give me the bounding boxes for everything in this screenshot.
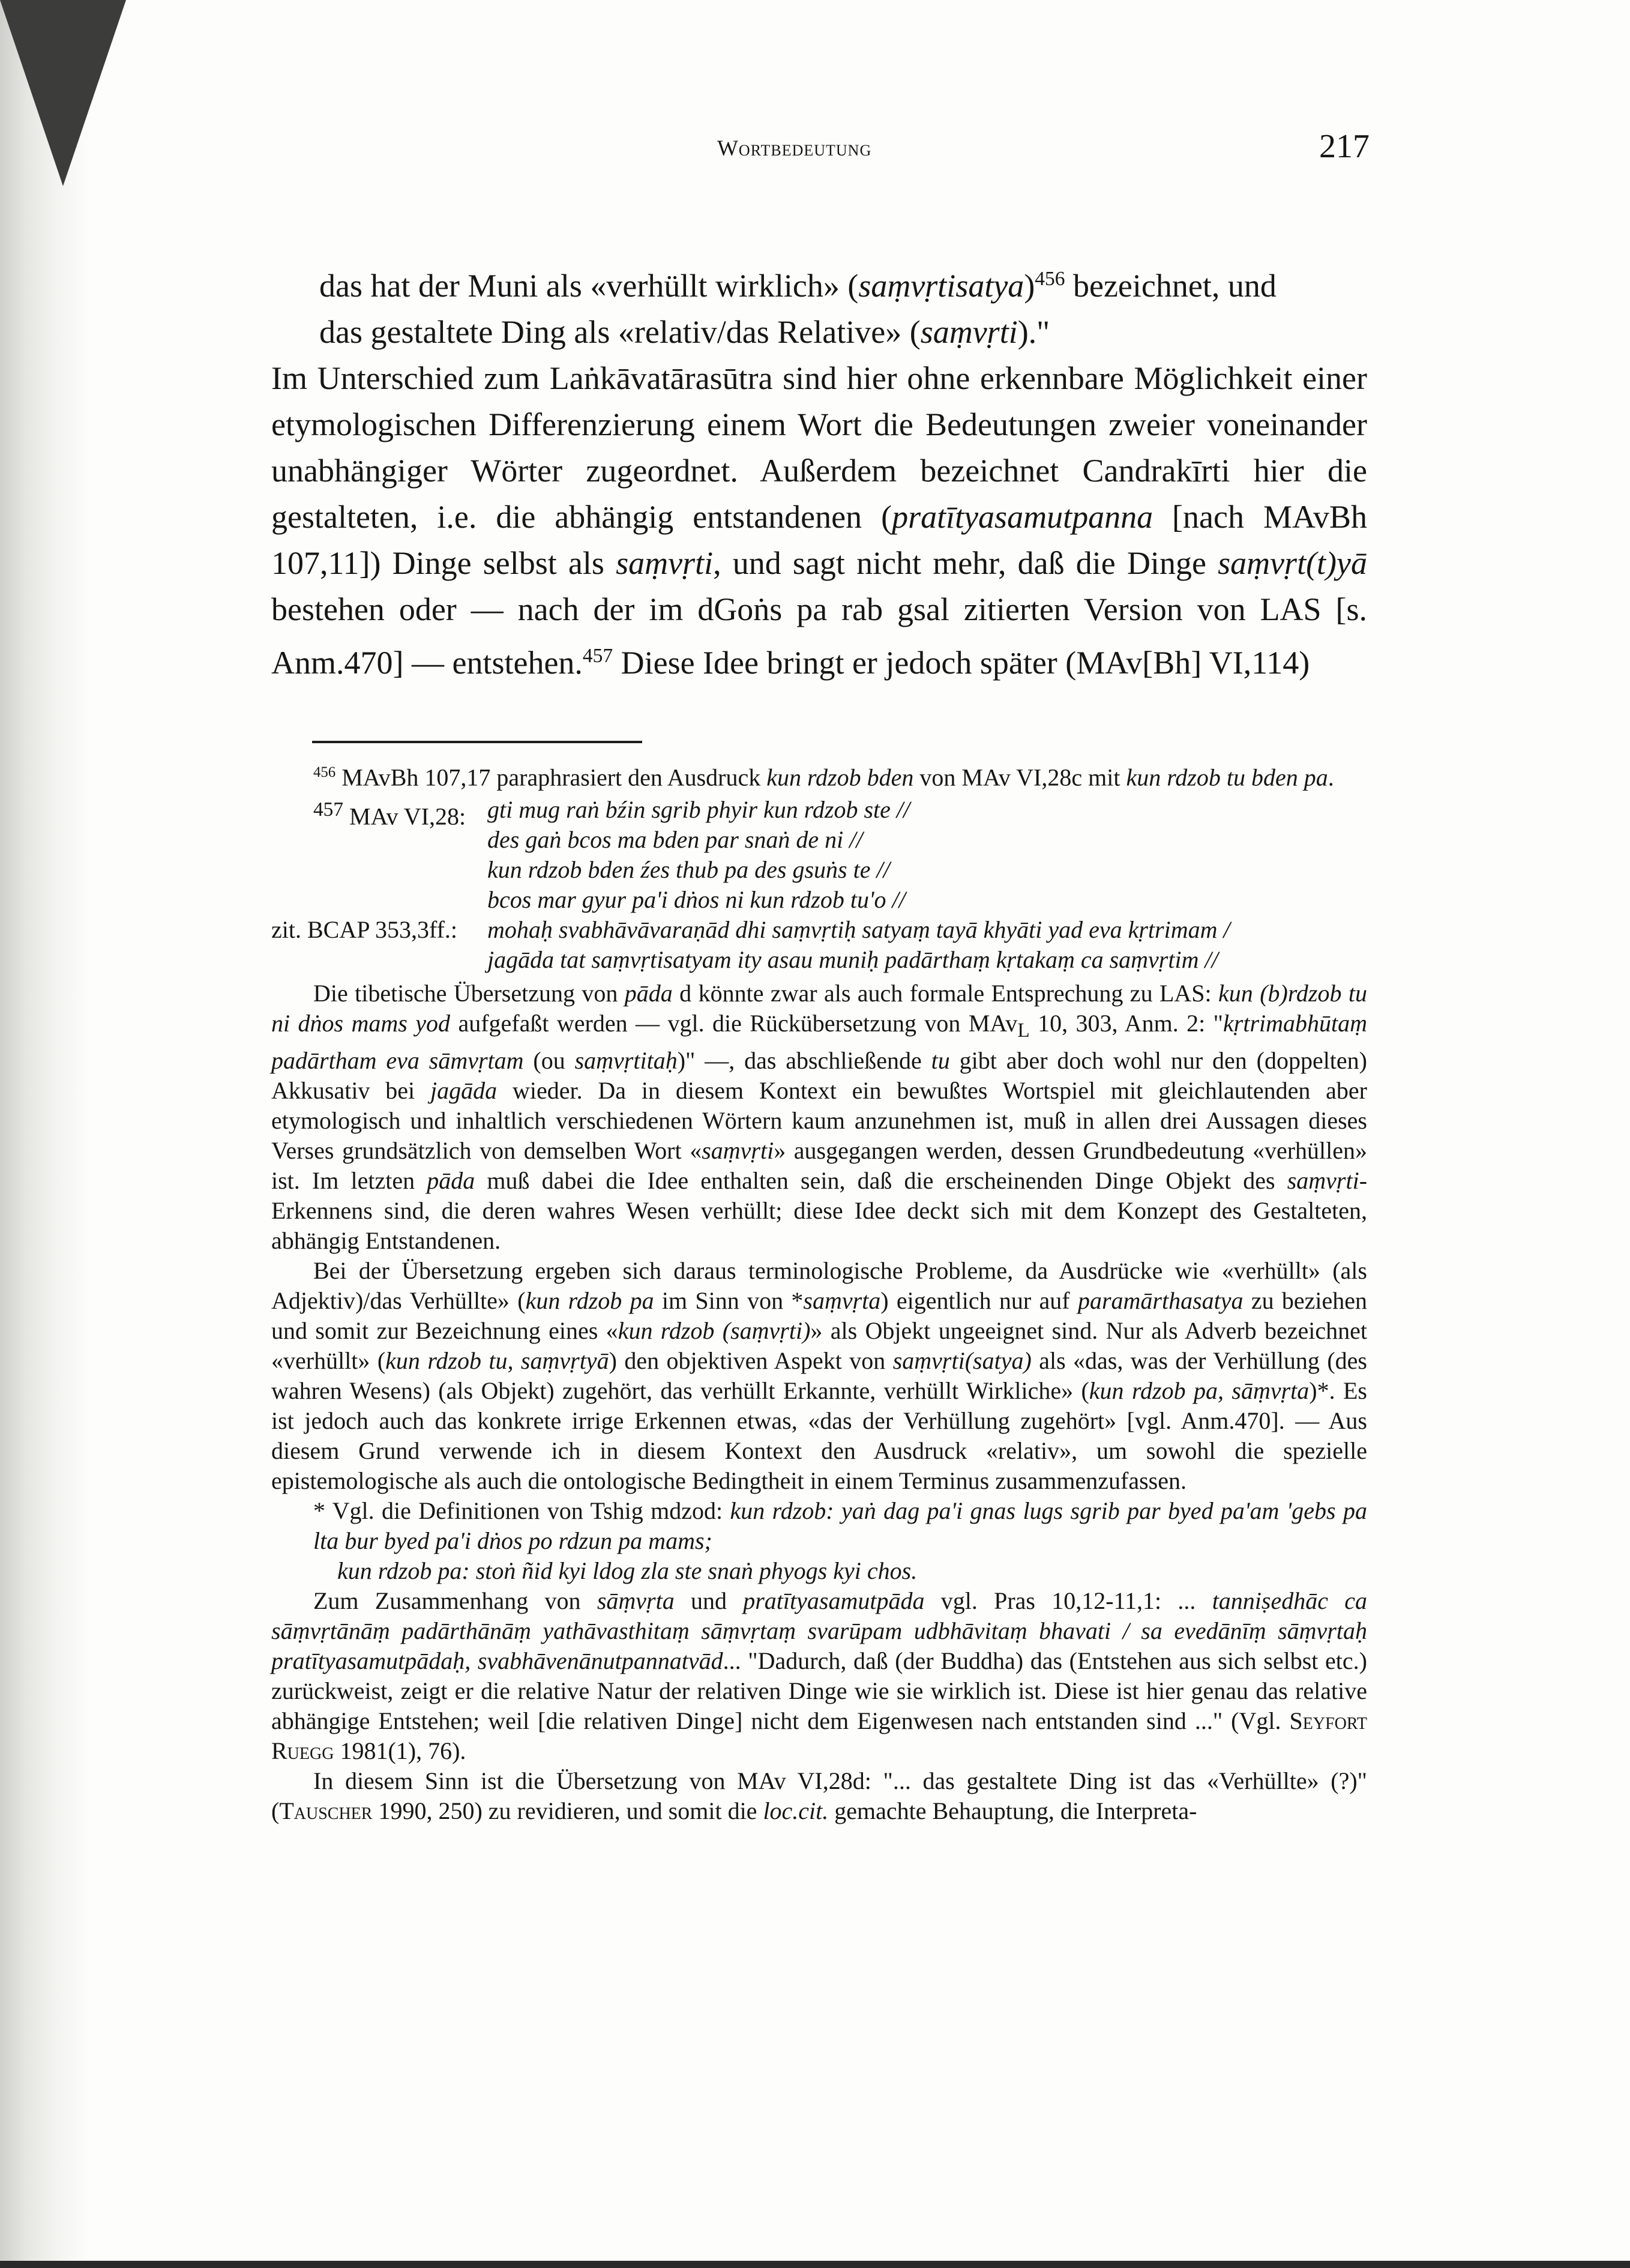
verse-line: gti mug raṅ bźin sgrib phyir kun rdzob ste // [487, 796, 910, 824]
footnote-ref[interactable]: 456 [1035, 268, 1065, 290]
verse-line: jagāda tat saṃvṛtisatyam ity asau muniḥ padārthaṃ kṛtakaṃ ca saṃvṛtim // [487, 946, 1218, 974]
asterisk-note-cont: kun rdzob pa: stoṅ ñid kyi ldog zla ste snaṅ phyogs kyi chos. [337, 1557, 918, 1585]
footnote-ref[interactable]: 457 [582, 645, 613, 667]
page-number: 217 [1319, 128, 1370, 165]
footnote-paragraph: In diesem Sinn ist die Übersetzung von MAv VI,28d: "... das gestaltete Ding ist das «Verhüllte» (?)" (Tauscher 1990, 250) zu revidieren, und somit die loc.cit. gemachte Behauptung, die Interpreta- [271, 1767, 1367, 1825]
footnote-rule [312, 741, 642, 743]
footnotes [271, 758, 1367, 1826]
footnote-paragraph: Bei der Übersetzung ergeben sich daraus terminologische Probleme, da Ausdrücke wie «verhüllt» (als Adjektiv)/das Verhüllte» (kun rdzob pa im Sinn von *saṃvṛta) eigentlich nur auf paramārthasatya zu beziehen und somit zur Bezeichnung eines «kun rdzob (saṃvṛti)» als Objekt ungeeignet sind. Nur als Adverb bezeichnet «verhüllt» (kun rdzob tu, saṃvṛtyā) den objektiven Aspekt von saṃvṛti(satya) als «das, was der Verhüllung (des wahren Wesens) (als Objekt) zugehört, das verhüllt Erkannte, verhüllt Wirkliche» (kun rdzob pa, sāṃvṛta)*. Es ist jedoch auch das konkrete irrige Erkennen etwas, «das der Verhüllung zugehört» [vgl. Anm.470]. — Aus diesem Grund verwende ich in diesem Kontext den Ausdruck «relativ», um sowohl die spezielle epistemologische als auch die ontologische Bedingtheit in einem Terminus zusammenzufassen. [271, 1257, 1368, 1495]
verse-line: des gaṅ bcos ma bden par snaṅ de ni // [487, 826, 863, 854]
verse-line: das gestaltete Ding als «relativ/das Relative» (saṃvṛti)." [319, 314, 1050, 350]
main-text [271, 256, 1367, 686]
verse-line: mohaḥ svabhāvāvaraṇād dhi saṃvṛtiḥ satyaṃ tayā khyāti yad eva kṛtrimam / [487, 916, 1230, 944]
verse-line: das hat der Muni als «verhüllt wirklich» (saṃvṛtisatya)$^{456}$ bezeichnet, und [319, 268, 1277, 304]
book-binding-shadow [0, 0, 90, 2268]
binding-mark [0, 0, 126, 186]
paragraph: Im Unterschied zum Laṅkāvatārasūtra sind hier ohne erkennbare Möglichkeit einer etymologischen Differenzierung einem Wort die Bedeutungen zweier voneinander unabhängiger Wörter zugeordnet. Außerdem bezeichnet Candrakīrti hier die gestalteten, i.e. die abhängig entstandenen (pratītyasamutpanna [nach MAvBh 107,11]) Dinge selbst als saṃvṛti, und sagt nicht mehr, daß die Dinge saṃvṛt(t)yā bestehen oder — nach der im dGoṅs pa rab gsal zitierten Version von LAS [s. Anm.470] — entstehen.$^{457}$ Diese Idee bringt er jedoch später (MAv[Bh] VI,114) [271, 360, 1368, 681]
footnote-457: $^{457}$ MAv VI,28: gti mug raṅ bźin sgrib phyir kun rdzob ste // des gaṅ bcos ma bden par snaṅ de ni // kun rdzob bden źes thub pa des gsuṅs te // bcos mar gyur pa'i dṅos ni kun rdzob tu'o // zit. BCAP 353,3ff.: mohaḥ svabhāvāvaraṇād dhi saṃvṛtiḥ satyaṃ tayā khyāti yad eva kṛtrimam / jagāda tat saṃvṛtisatyam ity asau muniḥ padārthaṃ kṛtakaṃ ca saṃvṛtim // [271, 795, 1367, 975]
footnote-paragraph: Die tibetische Übersetzung von pāda d könnte zwar als auch formale Entsprechung zu LAS: kun (b)rdzob tu ni dṅos mams yod aufgefaßt werden — vgl. die Rückübersetzung von MAv$_L$ 10, 303, Anm. 2: "kṛtrimabhūtaṃ padārtham eva sāmvṛtam (ou saṃvṛtitaḥ)" —, das abschließende tu gibt aber doch wohl nur den (doppelten) Akkusativ bei jagāda wieder. Da in diesem Kontext ein bewußtes Wortspiel mit gleichlautenden aber etymologisch und inhaltlich verschiedenen Wörtern kaum anzunehmen ist, muß in allen drei Aussagen dieses Verses grundsätzlich von demselben Wort «saṃvṛti» ausgegangen werden, dessen Grundbedeutung «verhüllen» ist. Im letzten pāda muß dabei die Idee enthalten sein, daß die erscheinenden Dinge Objekt des saṃvṛti-Erkennens sind, die deren wahres Wesen verhüllt; diese Idee deckt sich mit dem Konzept des Gestalteten, abhängig Entstandenen. [271, 980, 1368, 1255]
verse-line: kun rdzob bden źes thub pa des gsuṅs te // [487, 856, 890, 884]
verse-line: bcos mar gyur pa'i dṅos ni kun rdzob tu'o // [487, 886, 906, 914]
running-head: Wortbedeutung [717, 136, 872, 161]
footnote-paragraph: Zum Zusammenhang von sāṃvṛta und pratītyasamutpāda vgl. Pras 10,12-11,1: ... tanniṣedhāc ca sāṃvṛtānāṃ padārthānāṃ yathāvasthitaṃ sāṃvṛtaṃ svarūpam udbhāvitaṃ bhavati / sa evedānīṃ sāṃvṛtaḥ pratītyasamutpādaḥ, svabhāvenānutpannatvād... "Dadurch, daß (der Buddha) das (Entstehen aus sich selbst etc.) zurückweist, zeigt er die relative Natur der relativen Dinge wie sie wirklich ist. Diese ist hier genau das relative abhängige Entstehen; weil [die relativen Dinge] nicht dem Eigenwesen nach entstanden sind ..." (Vgl. Seyfort Ruegg 1981(1), 76). [271, 1587, 1367, 1765]
footnote-456: $^{456}$ MAvBh 107,17 paraphrasiert den Ausdruck kun rdzob bden von MAv VI,28c mit kun rdzob tu bden pa. [313, 764, 1334, 791]
asterisk-note: * Vgl. die Definitionen von Tshig mdzod: kun rdzob: yaṅ dag pa'i gnas lugs sgrib par byed pa'am 'gebs pa lta bur byed pa'i dṅos po rdzun pa mams; [313, 1497, 1367, 1555]
scan-edge [0, 2261, 1630, 2268]
